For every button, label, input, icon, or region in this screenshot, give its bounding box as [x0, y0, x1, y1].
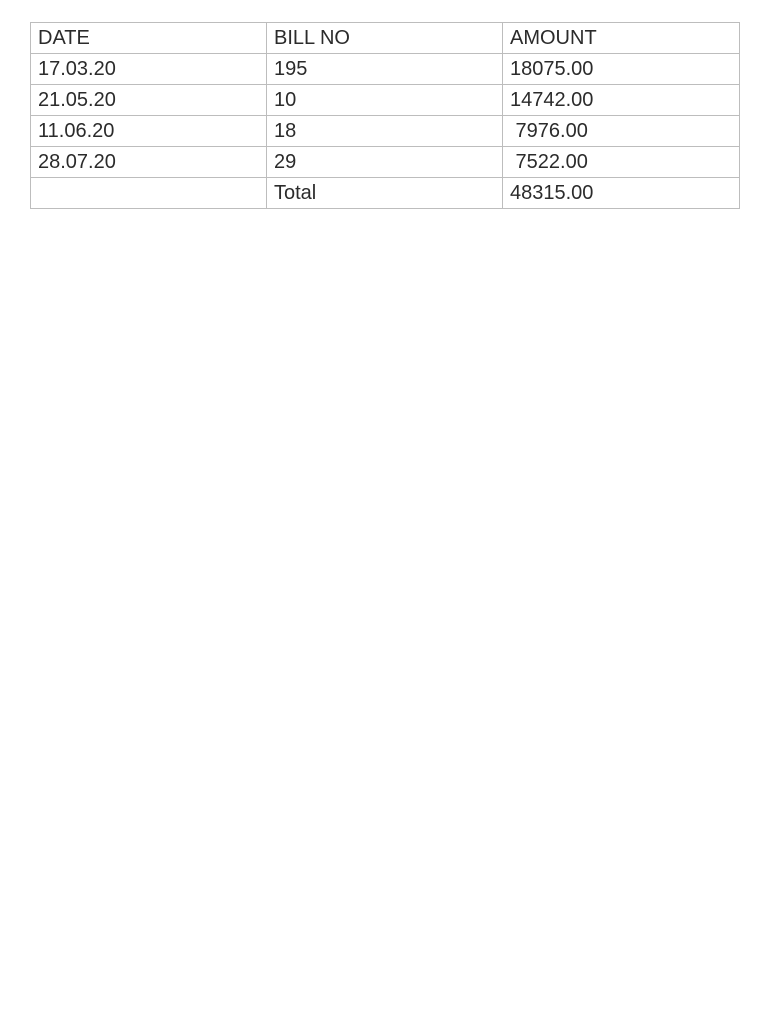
table-row	[31, 147, 740, 178]
cell-bill-no: 10	[267, 85, 503, 116]
header-date: DATE	[31, 23, 267, 54]
table-row	[31, 85, 740, 116]
cell-bill-no: 195	[267, 54, 503, 85]
table-total-row	[31, 178, 740, 209]
header-bill-no: BILL NO	[267, 23, 503, 54]
table-header-row	[31, 23, 740, 54]
cell-amount: 7976.00	[503, 116, 740, 147]
cell-date: 28.07.20	[31, 147, 267, 178]
cell-amount: 7522.00	[503, 147, 740, 178]
cell-bill-no: 29	[267, 147, 503, 178]
cell-date: 17.03.20	[31, 54, 267, 85]
cell-date: 21.05.20	[31, 85, 267, 116]
cell-bill-no: 18	[267, 116, 503, 147]
cell-amount: 14742.00	[503, 85, 740, 116]
header-amount: AMOUNT	[503, 23, 740, 54]
total-amount: 48315.00	[503, 178, 740, 209]
total-label: Total	[267, 178, 503, 209]
cell-empty	[31, 178, 267, 209]
table-row	[31, 116, 740, 147]
bill-table	[30, 22, 740, 209]
table-row	[31, 54, 740, 85]
cell-date: 11.06.20	[31, 116, 267, 147]
cell-amount: 18075.00	[503, 54, 740, 85]
